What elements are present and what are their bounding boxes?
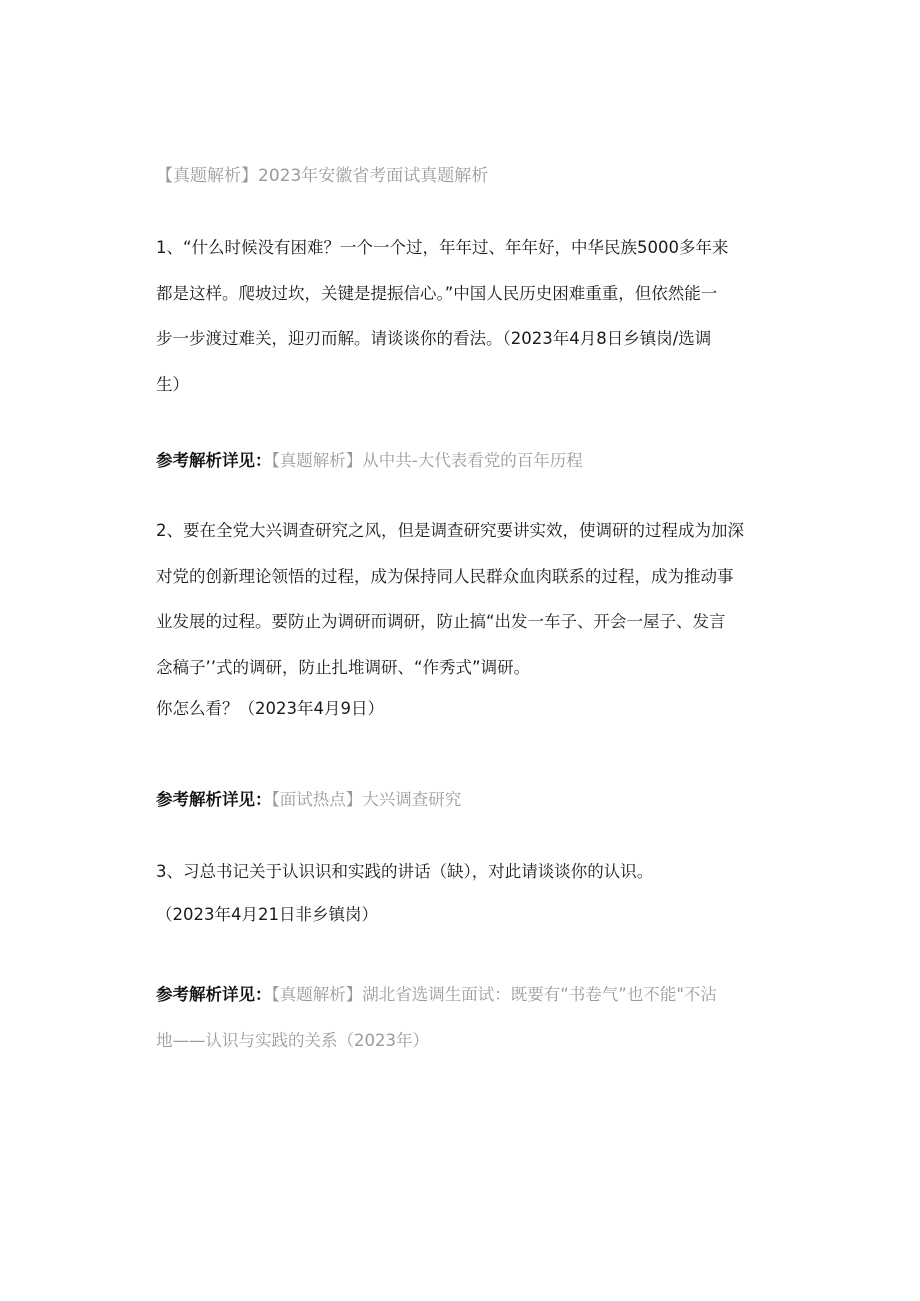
- question-1: [156, 225, 766, 407]
- question-2-line-4: 念稿子’’式的调研，防止扎堆调研、“作秀式”调研。: [156, 657, 531, 677]
- reference-3-lead: 参考解析详见：: [156, 985, 272, 1004]
- reference-2: [156, 777, 776, 823]
- question-1-line-3: 步一步渡过难关，迎刃而解。请谈谈你的看法。（2023年4月8日乡镇岗/选调: [156, 329, 712, 348]
- question-3-line-1: 3、习总书记关于认识识和实践的讲话（缺），对此请谈谈你的认识。: [156, 862, 654, 881]
- question-3-line-2: （2023年4月21日非乡镇岗）: [156, 904, 378, 924]
- reference-2-lead: 参考解析详见：: [156, 790, 272, 809]
- question-1-line-2: 都是这样。爬坡过坎，关键是提振信心。”中国人民历史困难重重，但依然能一: [156, 283, 718, 303]
- document-title: 【真题解析】2023年安徽省考面试真题解析: [156, 166, 489, 186]
- question-2-line-1: 2、要在全党大兴调查研究之风，但是调查研究要讲实效，使调研的过程成为加深: [156, 521, 744, 540]
- question-2-line-3: 业发展的过程。要防止为调研而调研，防止搞“出发一车子、开会一屋子、发言: [156, 612, 726, 631]
- reference-3-link-line-1[interactable]: 【真题解析】湖北省选调生面试：既要有“书卷气”也不能"不沾: [271, 985, 717, 1004]
- reference-1-link[interactable]: 【真题解析】从中共-大代表看党的百年历程: [271, 451, 583, 470]
- question-2: [156, 508, 766, 728]
- reference-3: [156, 972, 776, 1063]
- question-1-line-1: 1、“什么时候没有困难？一个一个过，年年过、年年好，中华民族5000多年来: [156, 238, 729, 257]
- question-3: [156, 849, 766, 935]
- reference-1: [156, 438, 776, 484]
- reference-1-lead: 参考解析详见：: [156, 451, 272, 470]
- question-2-line-5: 你怎么看？（2023年4月9日）: [156, 699, 384, 718]
- reference-2-link[interactable]: 【面试热点】大兴调查研究: [271, 790, 462, 809]
- question-2-line-2: 对党的创新理论领悟的过程，成为保持同人民群众血肉联系的过程，成为推动事: [156, 566, 734, 586]
- question-1-line-4: 生）: [156, 374, 189, 394]
- reference-3-link-line-2[interactable]: 地——认识与实践的关系（2023年）: [156, 1030, 429, 1050]
